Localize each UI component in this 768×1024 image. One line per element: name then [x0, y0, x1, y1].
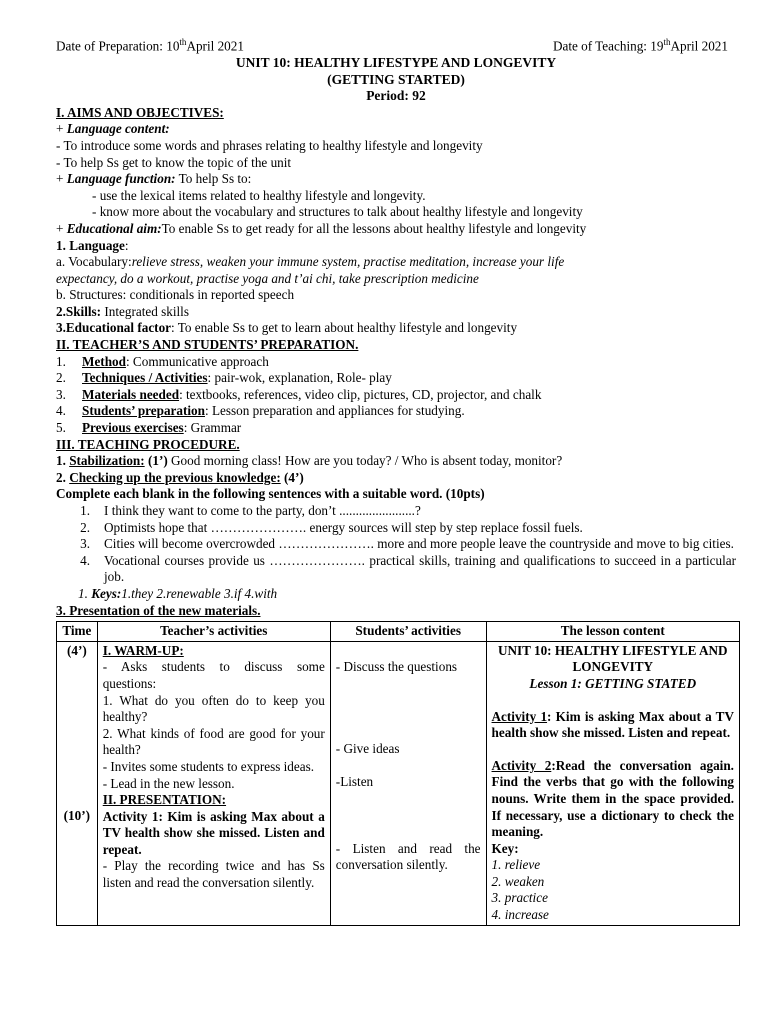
exercise-text: I think they want to come to the party, don’t .......................? — [104, 503, 421, 519]
preparation-item-number: 4. — [56, 403, 66, 419]
presentation-section-heading: II. PRESENTATION: — [102, 792, 227, 808]
exercise-text: Cities will become overcrowded …………………. more and more people leave the countryside and move to big cities. — [104, 536, 734, 552]
content-key-item: 2. weaken — [491, 873, 545, 889]
language-content-1: - To introduce some words and phrases relating to healthy lifestyle and longevity — [56, 137, 483, 153]
teacher-step-3: - Lead in the new lesson. — [102, 775, 235, 791]
exercise-title: Complete each blank in the following sentences with a suitable word. (10pts) — [56, 486, 485, 502]
vocabulary-line-2: expectancy, do a workout, practise yoga and t’ai chi, take prescription medicine — [56, 270, 479, 286]
lesson-title: (GETTING STARTED) — [327, 71, 465, 87]
preparation-item-label: Method — [82, 353, 126, 369]
preparation-item-text: : Communicative approach — [125, 353, 269, 369]
content-activity-2: Activity 2:Read the conversation again. Find the verbs that go with the following nouns. Write them in the space provided. If necessary, use a dictionary to check the meaning. — [491, 757, 734, 840]
preparation-item-text: : textbooks, references, video clip, pictures, CD, projector, and chalk — [179, 386, 542, 402]
preparation-item-number: 5. — [56, 420, 66, 436]
preparation-heading: II. TEACHER’S AND STUDENTS’ PREPARATION. — [56, 337, 359, 353]
keys: 1. Keys:1.they 2.renewable 3.if 4.with — [78, 585, 278, 601]
presentation-heading: 3. Presentation of the new materials. — [56, 602, 261, 618]
language-content-2: - To help Ss get to know the topic of the unit — [56, 154, 292, 170]
preparation-item — [56, 403, 736, 420]
teacher-activity-1: Activity 1: Kim is asking Max about a TV health show she missed. Listen and repeat. — [102, 808, 325, 857]
content-key-item: 3. practice — [491, 890, 548, 906]
preparation-item-label: Previous exercises — [82, 420, 184, 436]
preparation-item-text: : pair-wok, explanation, Role- play — [207, 370, 392, 386]
period: Period: 92 — [366, 88, 426, 104]
language-label: 1. Language: — [56, 237, 129, 253]
student-step-2: - Give ideas — [335, 741, 400, 757]
teacher-activities-cell — [97, 641, 330, 925]
exercise-number: 3. — [80, 536, 90, 552]
preparation-item-text: : Grammar — [183, 420, 242, 436]
preparation-item-number: 2. — [56, 370, 66, 386]
content-key-item: 4. increase — [491, 907, 549, 923]
lesson-table — [56, 621, 740, 926]
time-presentation: (10’) — [63, 808, 91, 824]
student-step-4: - Listen and read the conversation silently. — [335, 840, 481, 873]
exercise-item — [56, 520, 736, 537]
header-teacher: Teacher’s activities — [97, 622, 330, 642]
procedure-heading: III. TEACHING PROCEDURE. — [56, 436, 240, 452]
student-step-1: - Discuss the questions — [335, 658, 458, 674]
vocabulary-line-1: a. Vocabulary:relieve stress, weaken your immune system, practise meditation, increase your life — [56, 254, 565, 270]
teacher-step-1: - Asks students to discuss some questions: — [102, 659, 325, 691]
exercise-number: 4. — [80, 552, 90, 568]
header-time: Time — [57, 622, 98, 642]
lesson-content-cell — [486, 641, 739, 925]
stabilization: 1. Stabilization: (1’) Good morning class! How are you today? / Who is absent today, monitor? — [56, 453, 563, 469]
date-header — [56, 34, 736, 55]
checking-previous-knowledge: 2. Checking up the previous knowledge: (4’) — [56, 469, 304, 485]
exercise-item — [56, 536, 736, 553]
teacher-question-1: 1. What do you often do to keep you healthy? — [102, 692, 325, 725]
language-function: + Language function: To help Ss to: — [56, 171, 252, 187]
exercise-text: Vocational courses provide us …………………. practical skills, training and qualifications to succeed in a particular job. — [104, 552, 736, 585]
content-unit-title: UNIT 10: HEALTHY LIFESTYLE AND LONGEVITY — [497, 642, 728, 675]
preparation-item-number: 1. — [56, 353, 66, 369]
teacher-step-4: - Play the recording twice and has Ss listen and read the conversation silently. — [102, 858, 325, 891]
teacher-step-2: - Invites some students to express ideas. — [102, 758, 315, 774]
preparation-date: Date of Preparation: 10thApril 2021 — [56, 37, 244, 54]
preparation-item — [56, 420, 736, 437]
language-function-1: - use the lexical items related to healthy lifestyle and longevity. — [92, 187, 426, 203]
preparation-item-number: 3. — [56, 386, 66, 402]
preparation-item-label: Materials needed — [82, 386, 180, 402]
table-header-row — [57, 622, 740, 642]
table-row — [57, 641, 740, 925]
lesson-plan-page — [56, 34, 736, 926]
content-activity-1: Activity 1: Kim is asking Max about a TV health show she missed. Listen and repeat. — [491, 708, 734, 741]
content-key-item: 1. relieve — [491, 857, 541, 873]
preparation-item-label: Techniques / Activities — [82, 370, 208, 386]
educational-factor: 3.Educational factor: To enable Ss to get to learn about healthy lifestyle and longevity — [56, 320, 518, 336]
language-content-label: + Language content: — [56, 121, 170, 137]
exercise-list — [56, 503, 736, 586]
skills: 2.Skills: Integrated skills — [56, 303, 189, 319]
header-students: Students’ activities — [330, 622, 486, 642]
students-activities-cell — [330, 641, 486, 925]
preparation-list — [56, 354, 736, 437]
content-key-label: Key: — [491, 840, 519, 856]
teaching-date: Date of Teaching: 19thApril 2021 — [552, 37, 728, 54]
preparation-item — [56, 370, 736, 387]
content-lesson-title: Lesson 1: GETTING STATED — [529, 675, 697, 691]
exercise-item — [56, 553, 736, 586]
student-step-3: -Listen — [335, 773, 374, 789]
warmup-heading: I. WARM-UP: — [102, 642, 184, 658]
preparation-item — [56, 354, 736, 371]
header-content: The lesson content — [486, 622, 739, 642]
exercise-item — [56, 503, 736, 520]
language-function-2: - know more about the vocabulary and structures to talk about healthy lifestyle and longevity — [92, 204, 583, 220]
preparation-item-label: Students’ preparation — [82, 403, 205, 419]
preparation-item — [56, 387, 736, 404]
unit-title: UNIT 10: HEALTHY LIFESTYPE AND LONGEVITY — [235, 54, 557, 70]
time-cell — [57, 641, 98, 925]
exercise-number: 1. — [80, 503, 90, 519]
exercise-number: 2. — [80, 519, 90, 535]
teacher-question-2: 2. What kinds of food are good for your health? — [102, 725, 325, 758]
exercise-text: Optimists hope that …………………. energy sources will step by step replace fossil fuels. — [104, 519, 583, 535]
time-warmup: (4’) — [66, 642, 87, 658]
preparation-item-text: : Lesson preparation and appliances for studying. — [204, 403, 465, 419]
structures: b. Structures: conditionals in reported speech — [56, 287, 295, 303]
aims-heading: I. AIMS AND OBJECTIVES: — [56, 104, 224, 120]
content-keys — [492, 857, 734, 923]
educational-aim: + Educational aim:To enable Ss to get ready for all the lessons about healthy lifestyle and longevity — [56, 220, 587, 236]
